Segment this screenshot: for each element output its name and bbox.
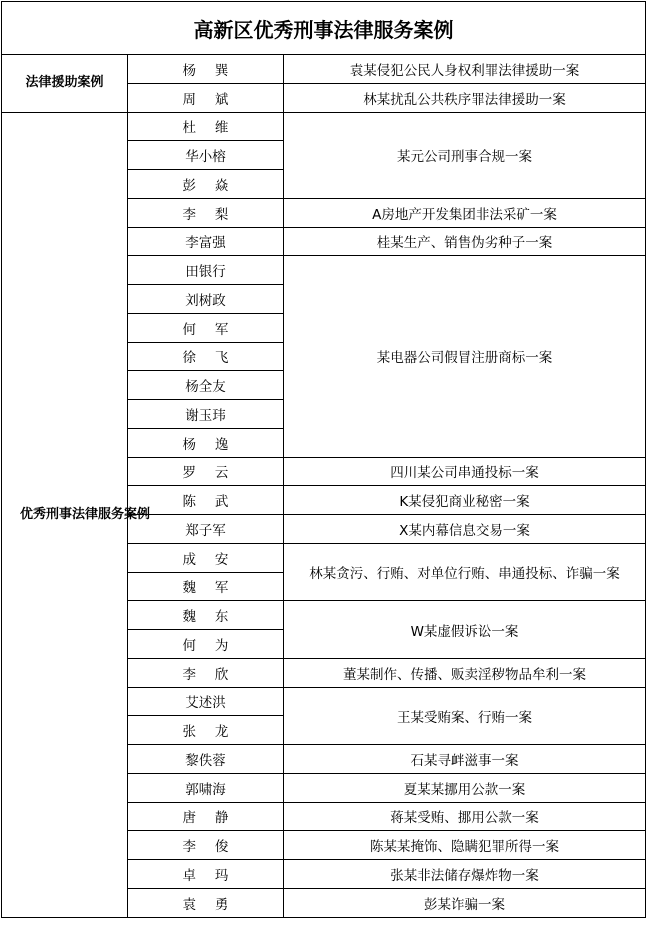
case-cell: A房地产开发集团非法采矿一案 xyxy=(284,198,646,227)
lawyer-name: 徐飞 xyxy=(182,350,248,367)
lawyer-name: 李欣 xyxy=(182,666,248,683)
lawyer-name: 魏军 xyxy=(182,580,248,597)
lawyer-name: 张龙 xyxy=(182,724,248,741)
case-cell: 王某受贿案、行贿一案 xyxy=(284,687,646,745)
case-cell: 石某寻衅滋事一案 xyxy=(284,745,646,774)
lawyer-name: 唐静 xyxy=(182,810,248,827)
lawyer-name: 卓玛 xyxy=(182,867,248,884)
case-cell: 夏某某挪用公款一案 xyxy=(284,773,646,802)
lawyer-name: 华小榕 xyxy=(185,149,226,166)
table-title: 高新区优秀刑事法律服务案例 xyxy=(2,2,646,55)
category-cell: 优秀刑事法律服务案例 xyxy=(2,112,128,917)
lawyer-name-cell xyxy=(128,342,284,371)
lawyer-name-cell xyxy=(128,515,284,544)
lawyer-name-cell xyxy=(128,170,284,199)
lawyer-name: 刘树政 xyxy=(185,292,226,309)
lawyer-name: 郭啸海 xyxy=(185,781,226,798)
case-cell: 林某贪污、行贿、对单位行贿、串通投标、诈骗一案 xyxy=(284,543,646,601)
case-cell: 董某制作、传播、贩卖淫秽物品牟利一案 xyxy=(284,658,646,687)
case-cell: 袁某侵犯公民人身权利罪法律援助一案 xyxy=(284,55,646,84)
lawyer-name-cell xyxy=(128,745,284,774)
case-cell: 林某扰乱公共秩序罪法律援助一案 xyxy=(284,83,646,112)
lawyer-name-cell xyxy=(128,55,284,84)
case-cell: 四川某公司串通投标一案 xyxy=(284,457,646,486)
lawyer-name-cell xyxy=(128,860,284,889)
category-cell: 法律援助案例 xyxy=(2,55,128,113)
case-cell: W某虚假诉讼一案 xyxy=(284,601,646,659)
lawyer-name-cell xyxy=(128,400,284,429)
lawyer-name-cell xyxy=(128,543,284,572)
lawyer-name-cell xyxy=(128,486,284,515)
lawyer-name-cell xyxy=(128,831,284,860)
lawyer-name-cell xyxy=(128,601,284,630)
lawyer-name-cell xyxy=(128,227,284,256)
table-body xyxy=(2,55,646,918)
case-cell: 蒋某受贿、挪用公款一案 xyxy=(284,802,646,831)
lawyer-name-cell xyxy=(128,313,284,342)
case-cell: 彭某诈骗一案 xyxy=(284,888,646,917)
lawyer-name: 陈武 xyxy=(182,494,248,511)
lawyer-name: 田银行 xyxy=(185,264,226,281)
lawyer-name: 杜维 xyxy=(182,120,248,137)
lawyer-name-cell xyxy=(128,457,284,486)
lawyer-name: 袁勇 xyxy=(182,896,248,913)
lawyer-name: 郑子军 xyxy=(185,522,226,539)
lawyer-name: 杨全友 xyxy=(185,379,226,396)
lawyer-name-cell xyxy=(128,658,284,687)
case-cell: X某内幕信息交易一案 xyxy=(284,515,646,544)
lawyer-name-cell xyxy=(128,630,284,659)
lawyer-name: 周斌 xyxy=(182,91,248,108)
case-cell: K某侵犯商业秘密一案 xyxy=(284,486,646,515)
lawyer-name-cell xyxy=(128,802,284,831)
lawyer-name: 何军 xyxy=(182,321,248,338)
case-cell: 张某非法储存爆炸物一案 xyxy=(284,860,646,889)
lawyer-name: 杨巽 xyxy=(182,62,248,79)
lawyer-name: 黎佚蓉 xyxy=(185,752,226,769)
case-cell: 陈某某掩饰、隐瞒犯罪所得一案 xyxy=(284,831,646,860)
lawyer-name: 李梨 xyxy=(182,206,248,223)
lawyer-name-cell xyxy=(128,112,284,141)
lawyer-name: 李俊 xyxy=(182,839,248,856)
lawyer-name-cell xyxy=(128,198,284,227)
table-row xyxy=(2,112,646,141)
lawyer-name-cell xyxy=(128,428,284,457)
lawyer-name: 李富强 xyxy=(185,235,226,252)
table-row xyxy=(2,55,646,84)
lawyer-name-cell xyxy=(128,773,284,802)
lawyer-name-cell xyxy=(128,687,284,716)
lawyer-name-cell xyxy=(128,83,284,112)
lawyer-name: 何为 xyxy=(182,637,248,654)
lawyer-name-cell xyxy=(128,572,284,601)
lawyer-name-cell xyxy=(128,141,284,170)
lawyer-name-cell xyxy=(128,888,284,917)
case-cell: 某电器公司假冒注册商标一案 xyxy=(284,256,646,457)
lawyer-name: 谢玉玮 xyxy=(185,407,226,424)
lawyer-name: 罗云 xyxy=(182,465,248,482)
lawyer-name: 成安 xyxy=(182,551,248,568)
lawyer-name: 杨逸 xyxy=(182,436,248,453)
awards-table xyxy=(1,1,646,918)
lawyer-name-cell xyxy=(128,285,284,314)
lawyer-name-cell xyxy=(128,256,284,285)
lawyer-name-cell xyxy=(128,716,284,745)
lawyer-name: 彭焱 xyxy=(182,177,248,194)
lawyer-name: 艾述洪 xyxy=(185,695,226,712)
lawyer-name-cell xyxy=(128,371,284,400)
case-cell: 桂某生产、销售伪劣种子一案 xyxy=(284,227,646,256)
case-cell: 某元公司刑事合规一案 xyxy=(284,112,646,198)
lawyer-name: 魏东 xyxy=(182,609,248,626)
